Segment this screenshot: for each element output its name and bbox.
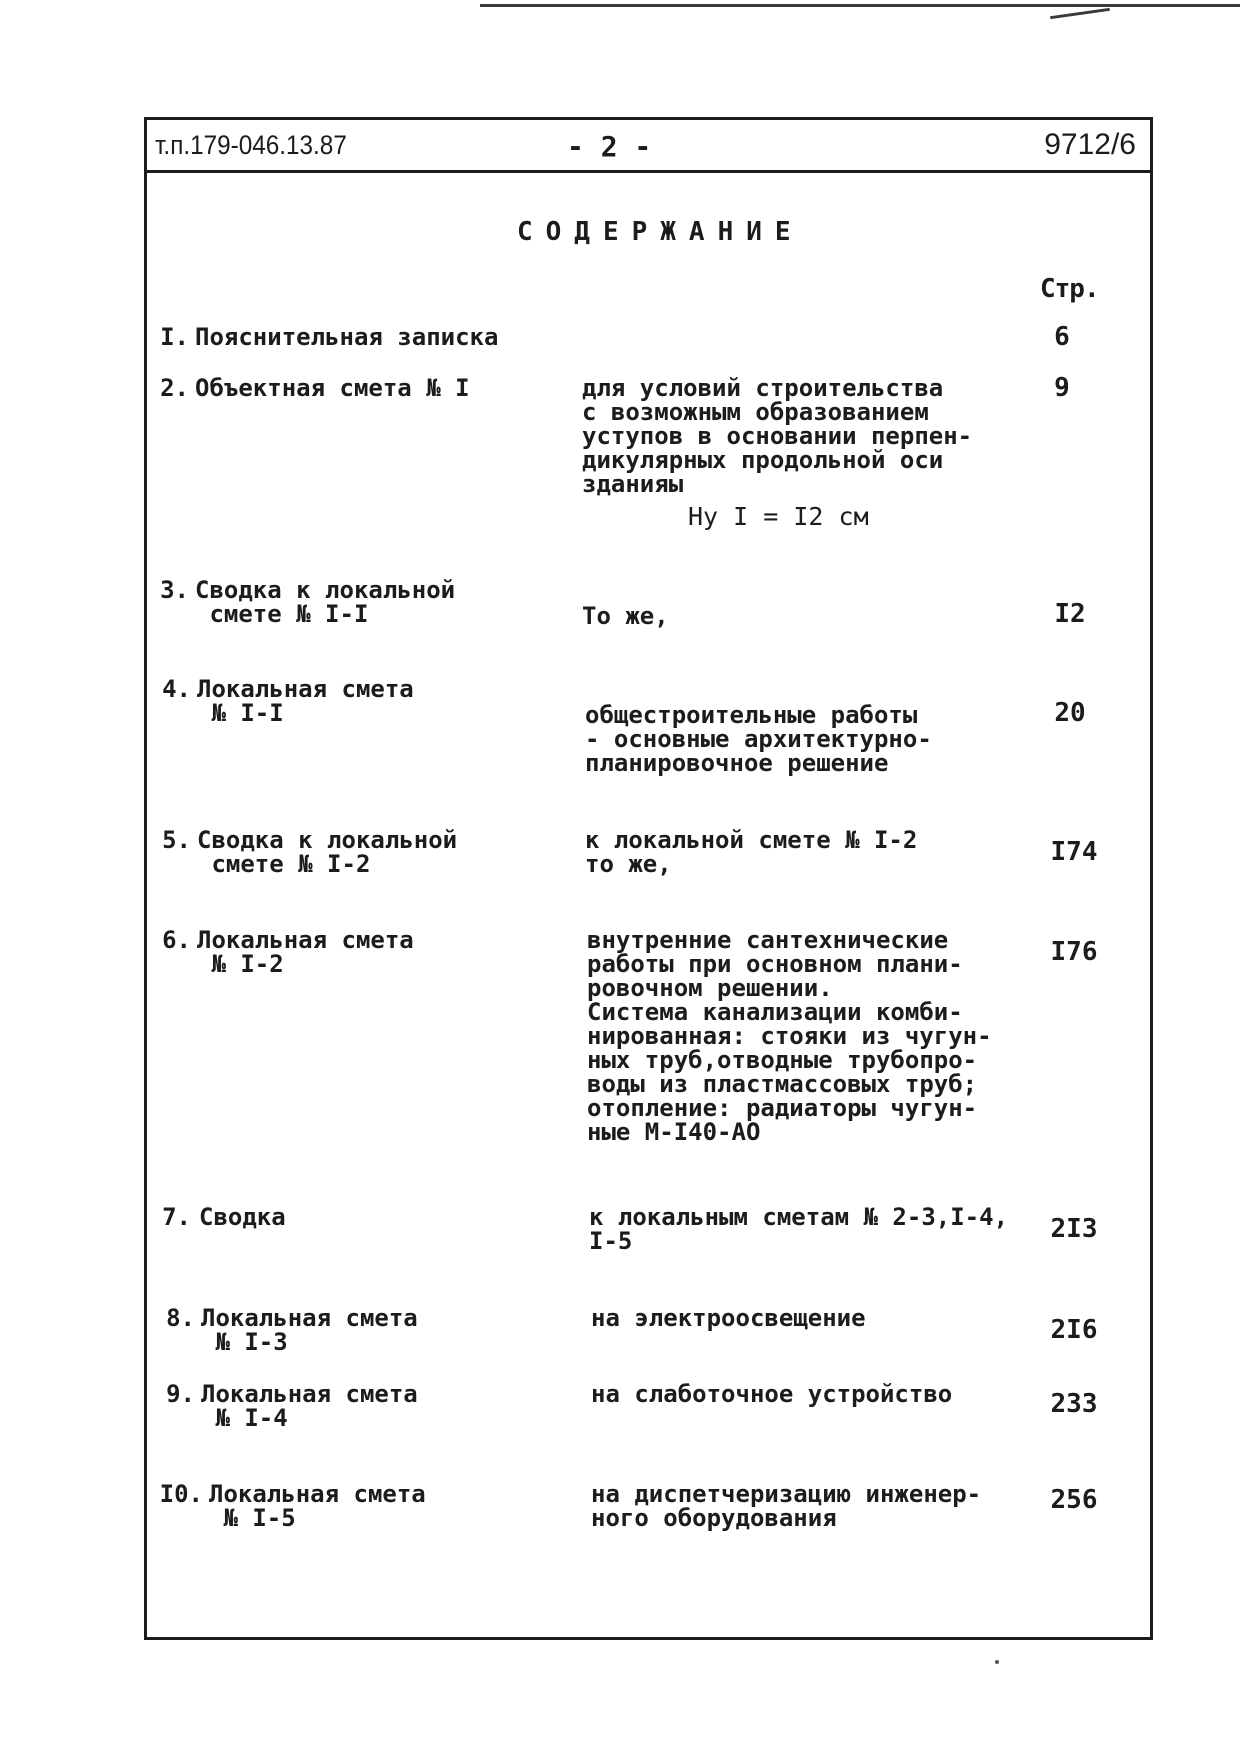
toc-entry-title: Локальная смета № I-I — [197, 675, 414, 727]
toc-entry-page: 20 — [1054, 698, 1086, 728]
toc-entry-number: 7. — [162, 1203, 191, 1231]
toc-entry-page: 6 — [1054, 322, 1070, 352]
toc-entry-title: Локальная смета № I-2 — [197, 926, 414, 978]
scan-artifact-line — [480, 4, 1240, 7]
toc-entry-description: на слаботочное устройство — [591, 1380, 953, 1408]
toc-entry-description: к локальной смете № I-2 то же, — [585, 826, 918, 878]
toc-entry-title: Локальная смета № I-3 — [201, 1304, 418, 1356]
toc-entry-description: То же, — [582, 602, 669, 630]
toc-entry-description: на диспетчеризацию инженер- ного оборудования — [591, 1480, 982, 1532]
page-number: - 2 - — [567, 130, 652, 163]
toc-entry-number: 9. — [166, 1380, 195, 1408]
toc-entry-description: общестроительные работы - основные архитектурно- планировочное решение — [585, 701, 932, 777]
toc-entry-number: 2. — [160, 374, 189, 402]
scan-speck — [995, 1660, 999, 1664]
page-frame — [144, 117, 1153, 1640]
toc-entry-title: Пояснительная записка — [195, 323, 499, 351]
document-title: СОДЕРЖАНИЕ — [517, 217, 804, 247]
toc-entry-page: 9 — [1054, 373, 1070, 403]
toc-entry-page: 233 — [1050, 1389, 1098, 1419]
toc-entry-title: Локальная смета № I-5 — [209, 1480, 426, 1532]
toc-entry-page: 256 — [1050, 1485, 1098, 1515]
toc-entry-title: Объектная смета № I — [195, 374, 470, 402]
toc-entry-description: к локальным сметам № 2-3,I-4, I-5 — [589, 1203, 1009, 1255]
toc-entry-description: для условий строительства с возможным образованием уступов в основании перпен- дикулярных продольной оси зданияы — [582, 374, 973, 498]
formula-line: Ну I = I2 см — [688, 502, 869, 531]
toc-entry-description: внутренние сантехнические работы при основном плани- ровочном решении. Система канализации комби- нированная: стояки из чугун- ных труб,отводные трубопро- воды из пластмассовых труб; отопление: радиаторы чугун- ные М-I40-АО — [587, 926, 992, 1146]
sheet-code: 9712/6 — [1044, 128, 1136, 161]
toc-entry-title: Сводка к локальной смете № I-2 — [197, 826, 458, 878]
toc-entry-number: 5. — [162, 826, 191, 854]
toc-entry-number: I0. — [159, 1480, 203, 1508]
toc-entry-page: I76 — [1050, 937, 1098, 967]
page-header — [147, 120, 1150, 173]
toc-entry-number: 6. — [162, 926, 191, 954]
toc-entry-page: I74 — [1050, 837, 1098, 867]
toc-entry-title: Сводка — [199, 1203, 286, 1231]
toc-entry-number: 8. — [166, 1304, 195, 1332]
toc-entry-page: 2I3 — [1050, 1214, 1098, 1244]
toc-entry-page: I2 — [1054, 599, 1086, 629]
page-column-label: Стр. — [1040, 274, 1099, 304]
toc-entry-description: на электроосвещение — [591, 1304, 866, 1332]
document-code: т.п.179-046.13.87 — [155, 130, 347, 160]
toc-entry-number: I. — [160, 323, 189, 351]
toc-entry-number: 4. — [162, 675, 191, 703]
toc-entry-number: 3. — [160, 576, 189, 604]
scan-artifact-mark — [1050, 8, 1110, 19]
toc-entry-title: Локальная смета № I-4 — [201, 1380, 418, 1432]
toc-entry-page: 2I6 — [1050, 1315, 1098, 1345]
toc-entry-title: Сводка к локальной смете № I-I — [195, 576, 456, 628]
